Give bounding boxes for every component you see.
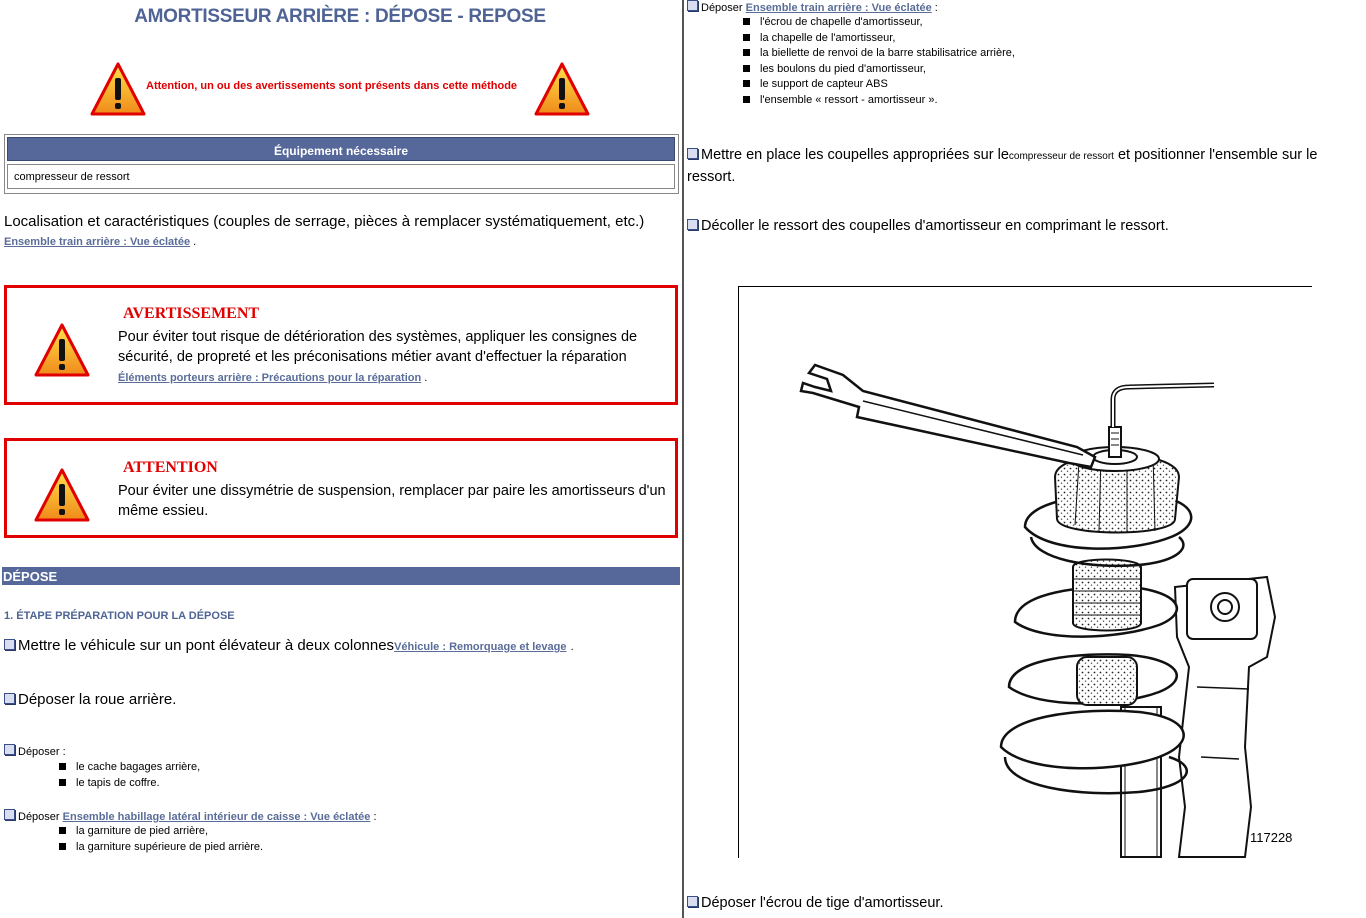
equipment-ref: compresseur de ressort [1008, 151, 1114, 162]
link-train-arriere[interactable]: Ensemble train arrière : Vue éclatée [4, 236, 191, 248]
equipment-header: Équipement nécessaire [7, 137, 675, 161]
bullet-black-icon [743, 34, 750, 41]
avertissement-line: sécurité, de propreté et les préconisations métier avant d'effectuer la réparation [118, 349, 627, 365]
list-item: la garniture de pied arrière, [59, 825, 263, 841]
bullet-black-icon [743, 96, 750, 103]
bullet-square-icon [4, 693, 15, 704]
bullet-square-icon [687, 219, 698, 230]
list-item: le tapis de coffre. [59, 777, 200, 793]
instruction-item [687, 895, 944, 911]
instruction-text: Déposer [18, 811, 60, 823]
instruction-item [687, 218, 1169, 234]
equipment-item: compresseur de ressort [7, 164, 675, 189]
bullet-square-icon [4, 639, 15, 650]
instruction-text: Déposer l'écrou de tige d'amortisseur. [701, 895, 944, 911]
instruction-item [4, 744, 66, 758]
instruction-item: Déposer Ensemble train arrière : Vue éclatée : [687, 0, 938, 14]
bullet-black-icon [743, 65, 750, 72]
bullet-square-icon [4, 744, 15, 755]
link-precautions[interactable]: Éléments porteurs arrière : Précautions pour la réparation [118, 372, 422, 384]
link-suffix: . [570, 641, 574, 653]
instruction-text: Déposer [701, 2, 743, 14]
instruction-text: Déposer la roue arrière. [18, 691, 177, 708]
bullet-black-icon [59, 843, 66, 850]
list-item: la chapelle de l'amortisseur, [743, 32, 1015, 48]
bullet-black-icon [743, 18, 750, 25]
warning-triangle-icon [34, 468, 90, 524]
bullet-square-icon [687, 148, 698, 159]
bullet-black-icon [59, 827, 66, 834]
instruction-text: Décoller le ressort des coupelles d'amortisseur en comprimant le ressort. [701, 218, 1169, 234]
instruction-text: Mettre le véhicule sur un pont élévateur à deux colonnes [18, 637, 395, 654]
link-suffix: . [424, 372, 428, 384]
list-item: le cache bagages arrière, [59, 761, 200, 777]
list-item: le support de capteur ABS [743, 78, 1015, 94]
column-divider [682, 0, 684, 918]
attention-line: Pour éviter une dissymétrie de suspension, remplacer par paire les amortisseurs d'un [118, 483, 666, 499]
list-item: les boulons du pied d'amortisseur, [743, 63, 1015, 79]
warning-triangle-icon [534, 62, 590, 118]
bullet-black-icon [59, 763, 66, 770]
bullet-black-icon [743, 49, 750, 56]
instruction-item [4, 637, 574, 654]
shock-absorber-illustration [739, 287, 1312, 858]
page-title: AMORTISSEUR ARRIÈRE : DÉPOSE - REPOSE [134, 6, 546, 27]
figure-number: 117228 [1250, 830, 1293, 845]
section-depose: DÉPOSE [2, 567, 680, 585]
localisation-text: Localisation et caractéristiques (couples de serrage, pièces à remplacer systématiquement, etc.) [4, 213, 645, 230]
link-train-arriere[interactable]: Ensemble train arrière : Vue éclatée [745, 2, 932, 14]
bullet-square-icon [687, 0, 698, 11]
instruction-text: Déposer : [18, 746, 66, 758]
link-remorquage[interactable]: Véhicule : Remorquage et levage [394, 641, 567, 653]
bullet-square-icon [687, 896, 698, 907]
warning-notice: Attention, un ou des avertissements sont présents dans cette méthode [146, 80, 518, 92]
instruction-item: Mettre en place les coupelles appropriées sur lecompresseur de ressort et positionner l'ensemble sur le ressort. [687, 147, 1318, 185]
attention-line: même essieu. [118, 503, 209, 519]
list-item: l'écrou de chapelle d'amortisseur, [743, 16, 1015, 32]
list-item: la garniture supérieure de pied arrière. [59, 841, 263, 857]
bullet-square-icon [4, 809, 15, 820]
figure-frame [738, 286, 1312, 858]
instruction-item [4, 691, 176, 708]
warning-triangle-icon [90, 62, 146, 118]
avertissement-title: AVERTISSEMENT [123, 305, 260, 322]
list-item: la biellette de renvoi de la barre stabilisatrice arrière, [743, 47, 1015, 63]
link-habillage[interactable]: Ensemble habillage latéral intérieur de caisse : Vue éclatée [62, 811, 371, 823]
avertissement-line: Pour éviter tout risque de détérioration des systèmes, appliquer les consignes de [118, 329, 638, 345]
step-heading: 1. ÉTAPE PRÉPARATION POUR LA DÉPOSE [4, 610, 235, 622]
attention-title: ATTENTION [123, 459, 218, 476]
bullet-black-icon [59, 779, 66, 786]
list-item: l'ensemble « ressort - amortisseur ». [743, 94, 1015, 110]
instruction-item: Déposer Ensemble habillage latéral intérieur de caisse : Vue éclatée : [4, 809, 377, 823]
warning-triangle-icon [34, 323, 90, 379]
link-suffix: . [193, 236, 197, 248]
bullet-black-icon [743, 80, 750, 87]
